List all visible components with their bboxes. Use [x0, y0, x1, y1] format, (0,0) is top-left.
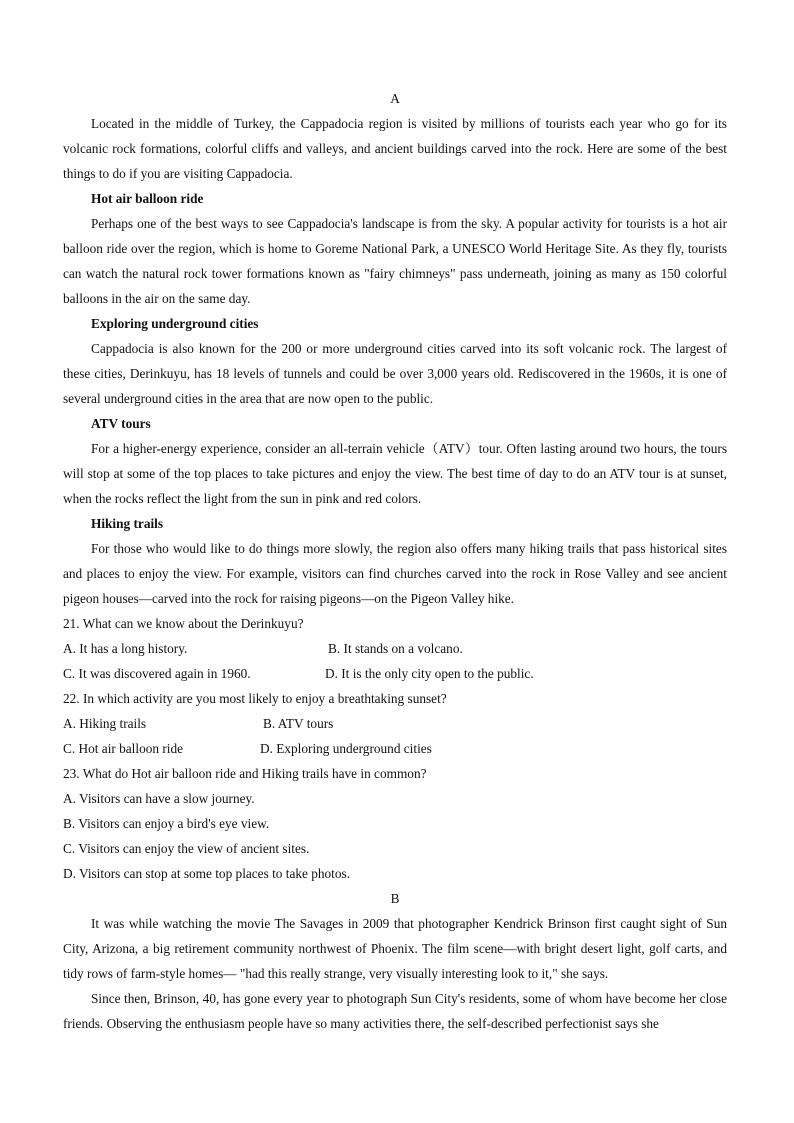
q22-option-a: A. Hiking trails [63, 716, 147, 731]
q23-option-b: B. Visitors can enjoy a bird's eye view. [63, 816, 270, 831]
paragraph-balloon: Perhaps one of the best ways to see Cappadocia's landscape is from the sky. A popular activity for tourists is a hot air balloon ride over the region, which is home to Goreme National Park, a UNESCO World Heritage Site. As they fly, tourists can watch the natural rock tower formations known as "fairy chimneys" pass underneath, joining as many as 150 colorful balloons in the air on the same day. [63, 216, 727, 306]
section-b-paragraph-1: It was while watching the movie The Savages in 2009 that photographer Kendrick Brinson first caught sight of Sun City, Arizona, a big retirement community northwest of Phoenix. The film scene—with bright desert light, golf carts, and tidy rows of farm-style homes— "had this really strange, very visually interesting look to it," she says. [63, 916, 727, 981]
question-22-row1 [63, 711, 727, 736]
question-22-row2 [63, 736, 727, 761]
q23-option-a: A. Visitors can have a slow journey. [63, 791, 255, 806]
paragraph-atv: For a higher-energy experience, consider an all-terrain vehicle（ATV）tour. Often lasting around two hours, the tours will stop at some of the top places to take pictures and enjoy the view. The best time of day to do an ATV tour is at sunset, when the rocks reflect the light from the sun in pink and red colors. [63, 441, 727, 506]
question-21-row1 [63, 636, 727, 661]
q23-option-d: D. Visitors can stop at some top places to take photos. [63, 866, 351, 881]
question-21-stem: 21. What can we know about the Derinkuyu? [63, 616, 304, 631]
q21-option-b: B. It stands on a volcano. [328, 641, 463, 656]
q21-option-d: D. It is the only city open to the public. [325, 666, 534, 681]
q22-option-c: C. Hot air balloon ride [63, 741, 184, 756]
paragraph-hiking: For those who would like to do things more slowly, the region also offers many hiking trails that pass historical sites and places to enjoy the view. For example, visitors can find churches carved into the rock in Rose Valley and see ancient pigeon houses—carved into the rock for raising pigeons—on the Pigeon Valley hike. [63, 541, 727, 606]
section-b-paragraph-2: Since then, Brinson, 40, has gone every year to photograph Sun City's residents, some of whom have become her close friends. Observing the enthusiasm people have so many activities there, the self-described perfectionist says she [63, 991, 727, 1031]
question-23-stem: 23. What do Hot air balloon ride and Hiking trails have in common? [63, 766, 427, 781]
heading-hiking: Hiking trails [91, 516, 164, 531]
intro-paragraph: Located in the middle of Turkey, the Cappadocia region is visited by millions of tourists each year who go for its volcanic rock formations, colorful cliffs and valleys, and ancient buildings carved into the rock. Here are some of the best things to do if you are visiting Cappadocia. [63, 116, 727, 181]
heading-atv: ATV tours [91, 416, 151, 431]
section-b-label: B [390, 891, 400, 906]
q22-option-b: B. ATV tours [263, 716, 334, 731]
section-a-label: A [390, 91, 400, 106]
heading-balloon: Hot air balloon ride [91, 191, 204, 206]
q21-option-a: A. It has a long history. [63, 641, 188, 656]
q23-option-c: C. Visitors can enjoy the view of ancient sites. [63, 841, 310, 856]
q21-option-c: C. It was discovered again in 1960. [63, 666, 251, 681]
document-page [63, 86, 727, 1036]
heading-underground: Exploring underground cities [91, 316, 259, 331]
question-22-stem: 22. In which activity are you most likely to enjoy a breathtaking sunset? [63, 691, 447, 706]
q22-option-d: D. Exploring underground cities [260, 741, 432, 756]
paragraph-underground: Cappadocia is also known for the 200 or more underground cities carved into its soft volcanic rock. The largest of these cities, Derinkuyu, has 18 levels of tunnels and could be over 3,000 years old. Rediscovered in the 1960s, it is one of several underground cities in the area that are now open to the public. [63, 341, 727, 406]
question-21-row2 [63, 661, 727, 686]
